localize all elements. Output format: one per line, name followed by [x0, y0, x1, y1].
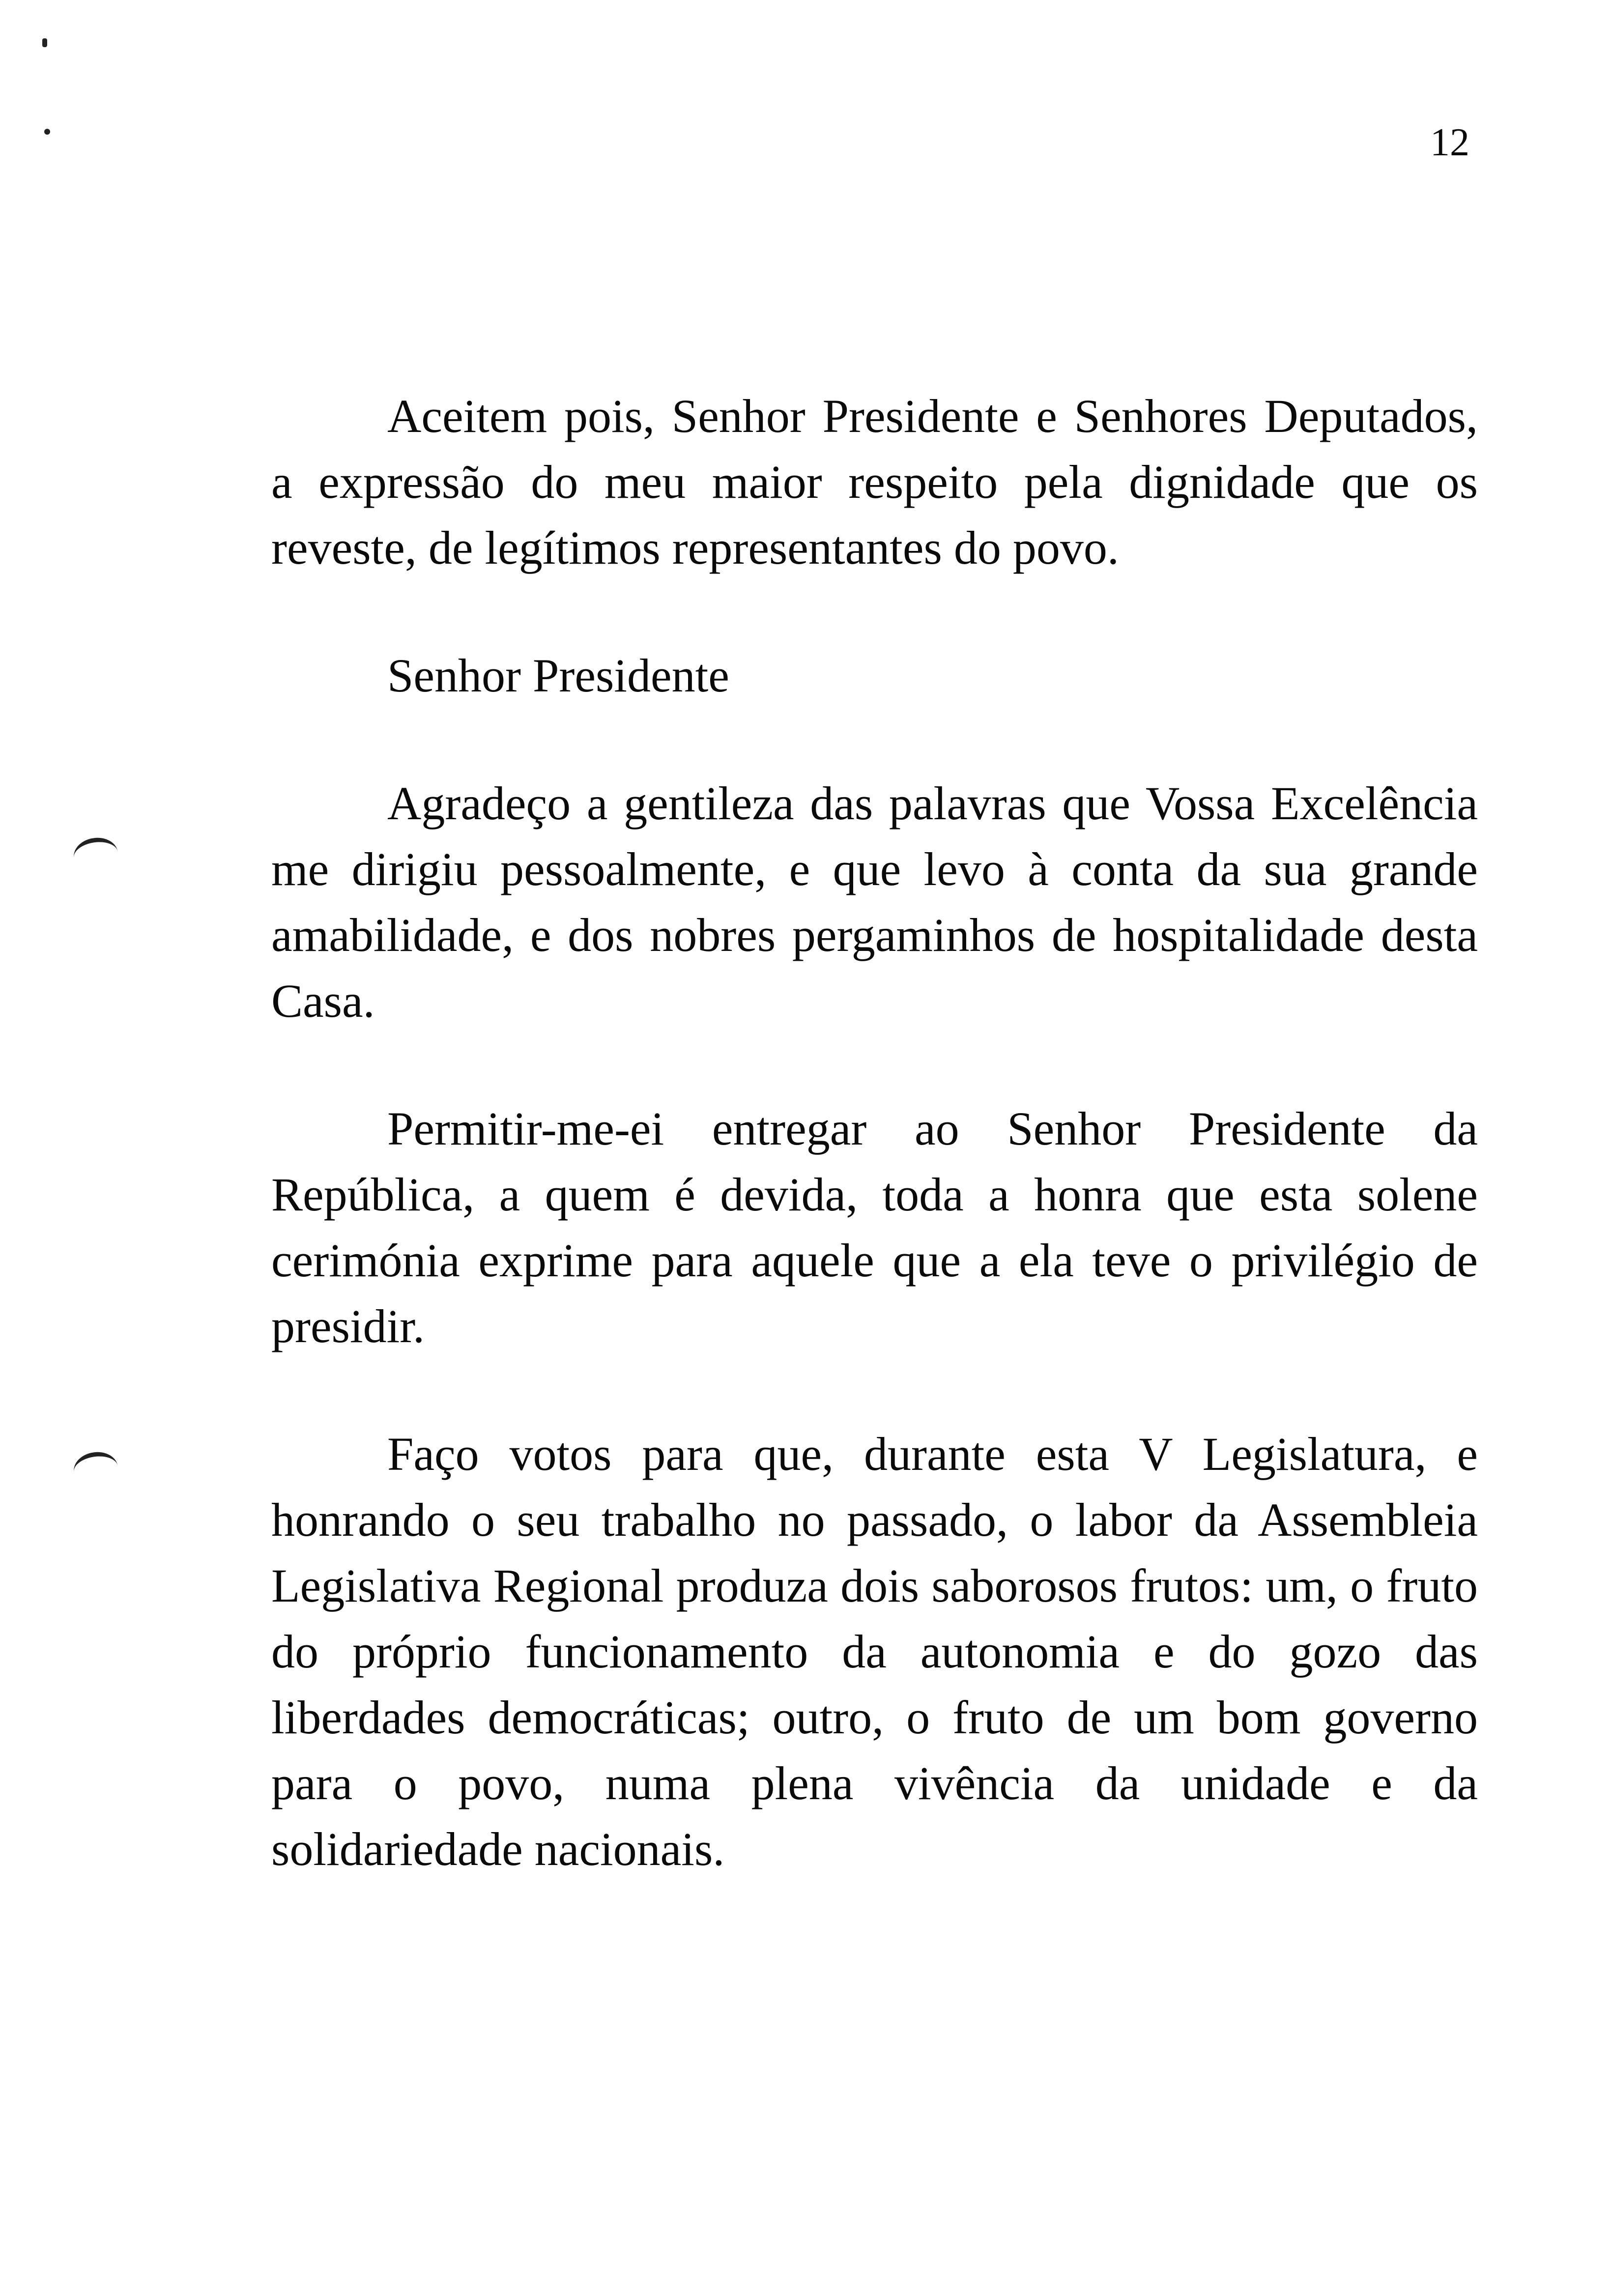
paragraph-salutation: Senhor Presidente [387, 649, 729, 702]
paragraph-wishes: Faço votos para que, durante esta V Legislatura, e honrando o seu trabalho no passado, o labor da Assembleia Legislativa Regional produza dois saborosos frutos: um, o fruto do próprio funcionamento da autonomia e do gozo das liberdades democráticas; outro, o fruto de um bom governo para o povo, numa plena vivência da unidade e da solidariedade nacionais. [271, 1428, 1478, 1875]
scan-speck [42, 38, 47, 47]
page-number: 12 [1430, 121, 1469, 164]
paragraph-honour: Permitir-me-ei entregar ao Senhor Presidente da República, a quem é devida, toda a honra que esta solene cerimónia exprime para aquele que a ela teve o privilégio de presidir. [271, 1102, 1478, 1352]
scan-speck [44, 129, 50, 135]
paragraph-thanks: Agradeço a gentileza das palavras que Vossa Excelência me dirigiu pessoalmente, e que levo à conta da sua grande amabilidade, e dos nobres pergaminhos de hospitalidade desta Casa. [271, 777, 1478, 1027]
paragraph-closing-respect: Aceitem pois, Senhor Presidente e Senhores Deputados, a expressão do meu maior respeito pela dignidade que os reveste, de legítimos representantes do povo. [271, 390, 1478, 574]
binder-hole-mark [72, 1449, 120, 1489]
document-body [271, 383, 1478, 1944]
binder-hole-mark [72, 835, 120, 875]
